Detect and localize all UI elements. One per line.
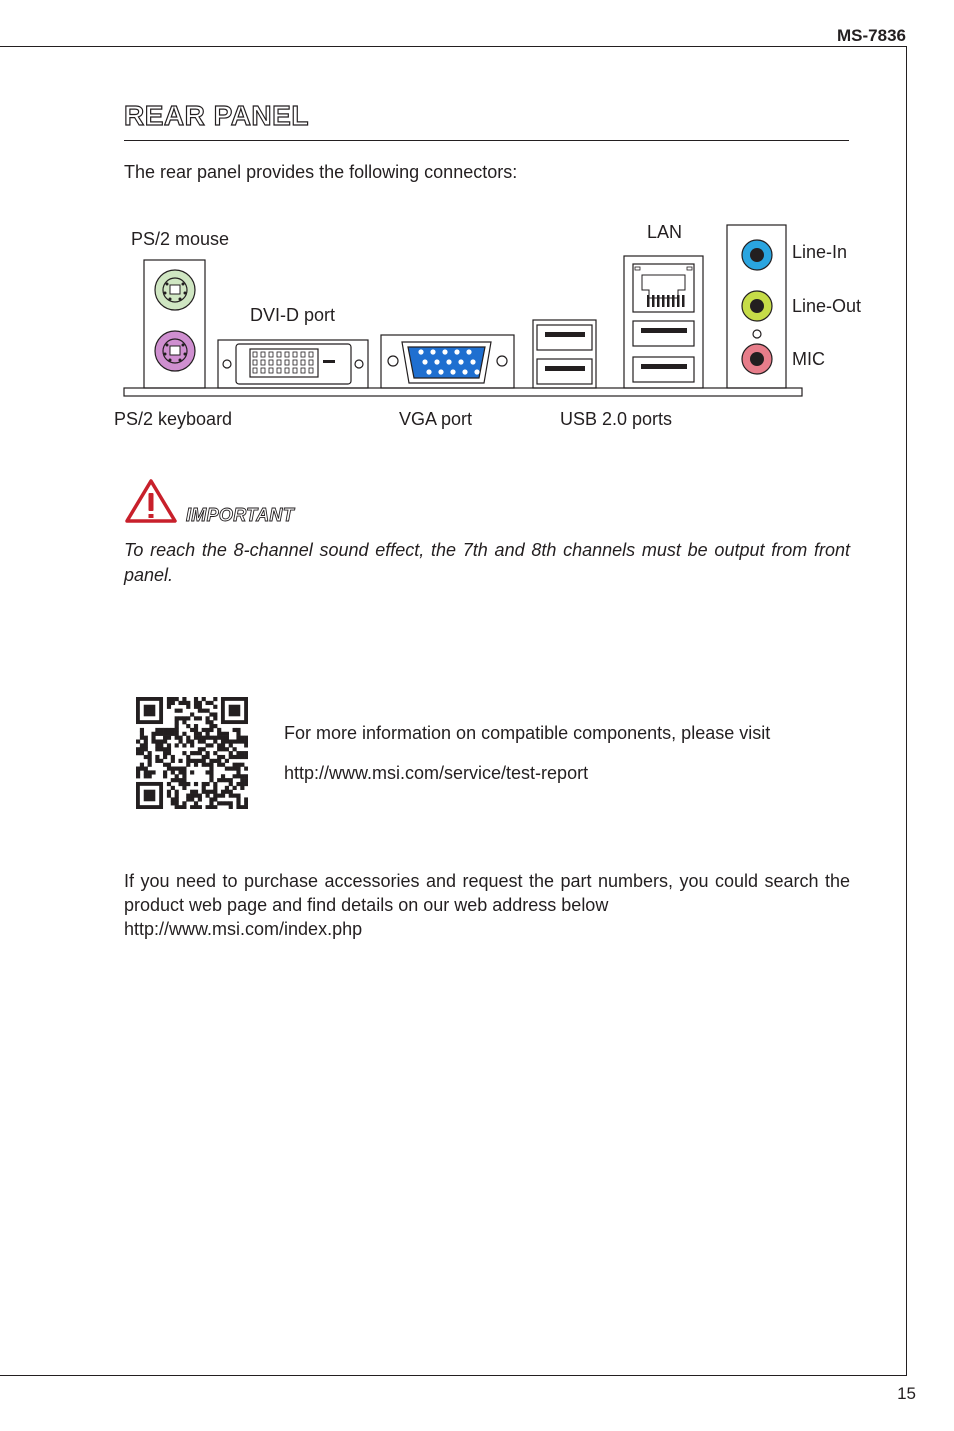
footer-rule xyxy=(0,1375,907,1376)
ps2-keyboard-label: PS/2 keyboard xyxy=(114,409,233,429)
section-title: REAR PANEL xyxy=(124,100,309,131)
line-out-label: Line-Out xyxy=(792,296,862,316)
purchase-paragraph xyxy=(124,869,850,941)
line-in-label: Line-In xyxy=(792,242,848,262)
line-out-hole xyxy=(750,299,764,313)
usb-connector-block xyxy=(533,320,596,388)
vga-screw-left xyxy=(388,356,398,366)
info-text: For more information on compatible components, please visit xyxy=(284,723,771,743)
usb-label: USB 2.0 ports xyxy=(560,409,673,429)
dvi-screw-left xyxy=(223,360,231,368)
lan-usb-tongue-lower xyxy=(641,364,687,369)
lan-side-usb-lower xyxy=(633,357,694,382)
usb-tongue-upper xyxy=(545,332,585,337)
rear-panel-base xyxy=(124,388,802,396)
index-url[interactable]: http://www.msi.com/index.php xyxy=(124,919,363,939)
mic-label: MIC xyxy=(792,349,825,369)
model-number: MS-7836 xyxy=(837,26,906,45)
dvi-screw-right xyxy=(355,360,363,368)
ps2-mouse-key xyxy=(170,285,180,294)
ps2-mouse-label: PS/2 mouse xyxy=(131,229,230,249)
usb-tongue-lower xyxy=(545,366,585,371)
page-number: 15 xyxy=(897,1384,916,1403)
usb-port-upper xyxy=(537,325,592,350)
dvi-pins xyxy=(253,352,335,373)
lan-usb-tongue-upper xyxy=(641,328,687,333)
audio-indicator-hole xyxy=(753,330,761,338)
dvi-label: DVI-D port xyxy=(250,305,336,325)
test-report-url[interactable]: http://www.msi.com/service/test-report xyxy=(284,763,589,783)
vga-label: VGA port xyxy=(399,409,473,429)
warning-icon xyxy=(124,478,178,524)
lan-pins xyxy=(635,267,692,307)
intro-text: The rear panel provides the following connectors: xyxy=(124,162,518,182)
rear-panel-diagram xyxy=(0,0,954,460)
qr-code-icon xyxy=(136,697,248,809)
usb-port-lower xyxy=(537,359,592,384)
ps2-keyboard-key xyxy=(170,346,180,355)
purchase-text: If you need to purchase accessories and request the part numbers, you could search the product web page and find details on our web address below xyxy=(124,871,850,915)
important-label: IMPORTANT xyxy=(186,505,295,525)
lan-label: LAN xyxy=(647,222,683,242)
mic-hole xyxy=(750,352,764,366)
important-text: To reach the 8-channel sound effect, the 7th and 8th channels must be output from front panel. xyxy=(124,540,850,585)
vga-screw-right xyxy=(497,356,507,366)
line-in-hole xyxy=(750,248,764,262)
dvi-pin-field xyxy=(250,349,318,377)
lan-side-usb-upper xyxy=(633,321,694,346)
